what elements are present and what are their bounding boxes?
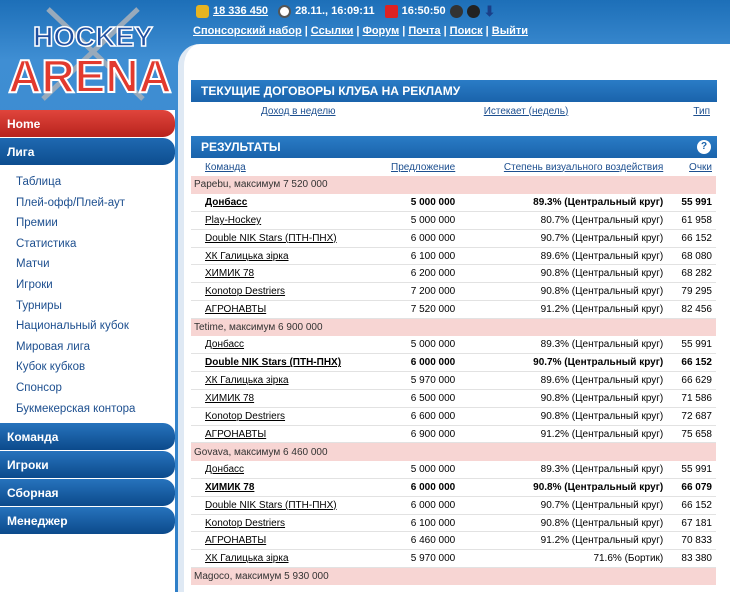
coins-icon bbox=[196, 5, 209, 18]
sidebar-home[interactable]: Home bbox=[0, 110, 175, 138]
points-value: 75 658 bbox=[675, 425, 716, 443]
visual-impact-value: 91.2% (Центральный круг) bbox=[465, 425, 675, 443]
table-row bbox=[191, 354, 716, 372]
sponsor-group-label: Govava, максимум 6 460 000 bbox=[191, 443, 716, 461]
table-row bbox=[191, 407, 716, 425]
nav-search[interactable]: Поиск bbox=[449, 25, 483, 37]
points-value: 66 152 bbox=[675, 496, 716, 514]
nav-sponsor-set[interactable]: Спонсорский набор bbox=[193, 25, 302, 37]
team-link[interactable]: Double NIK Stars (ПТН-ПНХ) bbox=[191, 354, 391, 372]
team-link[interactable]: Konotop Destriers bbox=[191, 283, 391, 301]
sidebar-league[interactable]: Лига bbox=[0, 138, 175, 166]
table-row bbox=[191, 194, 716, 212]
sidebar-item-bookmaker[interactable]: Букмекерская контора bbox=[16, 402, 136, 415]
nav-links[interactable]: Ссылки bbox=[310, 25, 354, 37]
results-title-text: РЕЗУЛЬТАТЫ bbox=[201, 140, 281, 154]
team-link[interactable]: ХК Галицька зірка bbox=[191, 372, 391, 390]
visual-impact-value: 89.6% (Центральный круг) bbox=[465, 247, 675, 265]
points-value: 83 380 bbox=[675, 550, 716, 568]
offer-value: 5 000 000 bbox=[391, 336, 465, 354]
calendar-icon[interactable] bbox=[385, 5, 398, 18]
visual-impact-value: 90.8% (Центральный круг) bbox=[465, 407, 675, 425]
sidebar-item-sponsor[interactable]: Спонсор bbox=[16, 381, 62, 394]
table-row bbox=[191, 336, 716, 354]
col-visual-impact[interactable]: Степень визуального воздействия bbox=[465, 158, 675, 176]
table-row bbox=[191, 247, 716, 265]
team-link[interactable]: Донбасс bbox=[191, 336, 391, 354]
offer-value: 7 520 000 bbox=[391, 301, 465, 319]
local-time: 16:50:50 bbox=[401, 5, 446, 17]
svg-text:HOCKEY: HOCKEY bbox=[33, 21, 153, 52]
arrow-down-icon[interactable]: ⬇ bbox=[483, 2, 496, 19]
sidebar bbox=[0, 110, 175, 592]
top-nav: Спонсорский набор | Ссылки | Форум | Почта | Поиск | Выйти bbox=[193, 25, 528, 37]
team-link[interactable]: Донбасс bbox=[191, 461, 391, 479]
team-link[interactable]: АГРОНАВТЫ bbox=[191, 532, 391, 550]
team-link[interactable]: Play-Hockey bbox=[191, 212, 391, 230]
sidebar-item-playoff[interactable]: Плей-офф/Плей-аут bbox=[16, 196, 126, 209]
points-value: 82 456 bbox=[675, 301, 716, 319]
league-submenu bbox=[0, 166, 175, 423]
table-row bbox=[191, 496, 716, 514]
table-row bbox=[191, 212, 716, 230]
sidebar-team[interactable]: Команда bbox=[0, 423, 175, 451]
points-value: 72 687 bbox=[675, 407, 716, 425]
team-link[interactable]: АГРОНАВТЫ bbox=[191, 301, 391, 319]
offer-value: 5 970 000 bbox=[391, 372, 465, 390]
graduation-cap-icon[interactable] bbox=[467, 5, 480, 18]
table-row bbox=[191, 265, 716, 283]
offer-value: 6 000 000 bbox=[391, 354, 465, 372]
nav-forum[interactable]: Форум bbox=[362, 25, 400, 37]
offer-value: 5 000 000 bbox=[391, 461, 465, 479]
sponsor-group-header bbox=[191, 443, 716, 461]
sidebar-item-players[interactable]: Игроки bbox=[16, 278, 53, 291]
visual-impact-value: 71.6% (Бортик) bbox=[465, 550, 675, 568]
visual-impact-value: 89.6% (Центральный круг) bbox=[465, 372, 675, 390]
offer-value: 6 200 000 bbox=[391, 265, 465, 283]
col-offer[interactable]: Предложение bbox=[391, 158, 465, 176]
points-value: 55 991 bbox=[675, 194, 716, 212]
table-row bbox=[191, 461, 716, 479]
visual-impact-value: 90.8% (Центральный круг) bbox=[465, 390, 675, 408]
team-link[interactable]: ХК Галицька зірка bbox=[191, 550, 391, 568]
sidebar-players[interactable]: Игроки bbox=[0, 451, 175, 479]
server-date: 28.11., 16:09:11 bbox=[295, 5, 375, 17]
hockey-helmet-icon[interactable] bbox=[450, 5, 463, 18]
visual-impact-value: 91.2% (Центральный круг) bbox=[465, 301, 675, 319]
sponsor-group-header bbox=[191, 318, 716, 336]
points-value: 66 629 bbox=[675, 372, 716, 390]
visual-impact-value: 89.3% (Центральный круг) bbox=[465, 461, 675, 479]
offer-value: 6 000 000 bbox=[391, 496, 465, 514]
points-value: 61 958 bbox=[675, 212, 716, 230]
offer-value: 6 600 000 bbox=[391, 407, 465, 425]
points-value: 79 295 bbox=[675, 283, 716, 301]
visual-impact-value: 89.3% (Центральный круг) bbox=[465, 336, 675, 354]
visual-impact-value: 90.8% (Центральный круг) bbox=[465, 514, 675, 532]
sponsor-group-label: Magoco, максимум 5 930 000 bbox=[191, 568, 716, 586]
table-row bbox=[191, 283, 716, 301]
contracts-table bbox=[191, 102, 716, 120]
team-link[interactable]: ХИМИК 78 bbox=[191, 479, 391, 497]
visual-impact-value: 90.8% (Центральный круг) bbox=[465, 265, 675, 283]
team-link[interactable]: Донбасс bbox=[191, 194, 391, 212]
team-link[interactable]: Double NIK Stars (ПТН-ПНХ) bbox=[191, 229, 391, 247]
sponsor-group-label: Tetime, максимум 6 900 000 bbox=[191, 318, 716, 336]
points-value: 67 181 bbox=[675, 514, 716, 532]
sponsor-group-label: Papebu, максимум 7 520 000 bbox=[191, 176, 716, 194]
points-value: 66 152 bbox=[675, 354, 716, 372]
visual-impact-value: 90.8% (Центральный круг) bbox=[465, 479, 675, 497]
sidebar-item-tournaments[interactable]: Турниры bbox=[16, 299, 62, 312]
visual-impact-value: 80.7% (Центральный круг) bbox=[465, 212, 675, 230]
table-row bbox=[191, 532, 716, 550]
team-link[interactable]: Konotop Destriers bbox=[191, 514, 391, 532]
svg-text:ARENA: ARENA bbox=[8, 50, 172, 102]
col-expires[interactable]: Истекает (недель) bbox=[441, 102, 611, 120]
sidebar-item-table[interactable]: Таблица bbox=[16, 176, 62, 188]
offer-value: 6 100 000 bbox=[391, 514, 465, 532]
table-row bbox=[191, 425, 716, 443]
team-link[interactable]: Double NIK Stars (ПТН-ПНХ) bbox=[191, 496, 391, 514]
sidebar-item-matches[interactable]: Матчи bbox=[16, 258, 50, 271]
table-row bbox=[191, 301, 716, 319]
points-value: 70 833 bbox=[675, 532, 716, 550]
offer-value: 6 100 000 bbox=[391, 247, 465, 265]
points-value: 55 991 bbox=[675, 461, 716, 479]
visual-impact-value: 90.7% (Центральный круг) bbox=[465, 496, 675, 514]
hockey-arena-logo[interactable] bbox=[8, 4, 178, 104]
offer-value: 5 000 000 bbox=[391, 212, 465, 230]
visual-impact-value: 91.2% (Центральный круг) bbox=[465, 532, 675, 550]
visual-impact-value: 90.8% (Центральный круг) bbox=[465, 283, 675, 301]
team-link[interactable]: Konotop Destriers bbox=[191, 407, 391, 425]
nav-mail[interactable]: Почта bbox=[408, 25, 441, 37]
results-title bbox=[191, 136, 717, 158]
offer-value: 6 500 000 bbox=[391, 390, 465, 408]
clock-icon bbox=[278, 5, 291, 18]
table-row bbox=[191, 514, 716, 532]
offer-value: 6 900 000 bbox=[391, 425, 465, 443]
col-team[interactable]: Команда bbox=[191, 158, 391, 176]
sidebar-item-world-league[interactable]: Мировая лига bbox=[16, 340, 91, 353]
help-icon[interactable]: ? bbox=[697, 140, 711, 154]
nav-logout[interactable]: Выйти bbox=[491, 25, 528, 37]
visual-impact-value: 89.3% (Центральный круг) bbox=[465, 194, 675, 212]
team-link[interactable]: АГРОНАВТЫ bbox=[191, 425, 391, 443]
col-points[interactable]: Очки bbox=[675, 158, 716, 176]
sidebar-item-cup-of-cups[interactable]: Кубок кубков bbox=[16, 361, 86, 374]
sponsor-group-header bbox=[191, 568, 716, 586]
sidebar-manager[interactable]: Менеджер bbox=[0, 507, 175, 535]
points-value: 68 282 bbox=[675, 265, 716, 283]
offer-value: 5 000 000 bbox=[391, 194, 465, 212]
results-table bbox=[191, 158, 716, 585]
offer-value: 5 970 000 bbox=[391, 550, 465, 568]
points-value: 66 079 bbox=[675, 479, 716, 497]
table-row bbox=[191, 372, 716, 390]
points-value: 66 152 bbox=[675, 229, 716, 247]
sidebar-item-prizes[interactable]: Премии bbox=[16, 217, 58, 230]
offer-value: 7 200 000 bbox=[391, 283, 465, 301]
table-row bbox=[191, 229, 716, 247]
offer-value: 6 460 000 bbox=[391, 532, 465, 550]
money-link[interactable]: 18 336 450 bbox=[213, 5, 269, 17]
points-value: 55 991 bbox=[675, 336, 716, 354]
visual-impact-value: 90.7% (Центральный круг) bbox=[465, 354, 675, 372]
team-link[interactable]: ХИМИК 78 bbox=[191, 265, 391, 283]
team-link[interactable]: ХК Галицька зірка bbox=[191, 247, 391, 265]
sidebar-item-statistics[interactable]: Статистика bbox=[16, 237, 77, 250]
sidebar-national-team[interactable]: Сборная bbox=[0, 479, 175, 507]
points-value: 68 080 bbox=[675, 247, 716, 265]
table-row bbox=[191, 550, 716, 568]
col-type[interactable]: Тип bbox=[611, 102, 716, 120]
points-value: 71 586 bbox=[675, 390, 716, 408]
offer-value: 6 000 000 bbox=[391, 479, 465, 497]
table-row bbox=[191, 390, 716, 408]
sponsor-group-header bbox=[191, 176, 716, 194]
sidebar-item-national-cup[interactable]: Национальный кубок bbox=[16, 320, 129, 333]
visual-impact-value: 90.7% (Центральный круг) bbox=[465, 229, 675, 247]
offer-value: 6 000 000 bbox=[391, 229, 465, 247]
main-content bbox=[178, 44, 730, 592]
table-row bbox=[191, 479, 716, 497]
status-bar bbox=[196, 3, 505, 19]
contracts-title: ТЕКУЩИЕ ДОГОВОРЫ КЛУБА НА РЕКЛАМУ bbox=[191, 80, 717, 102]
col-weekly-income[interactable]: Доход в неделю bbox=[191, 102, 441, 120]
team-link[interactable]: ХИМИК 78 bbox=[191, 390, 391, 408]
